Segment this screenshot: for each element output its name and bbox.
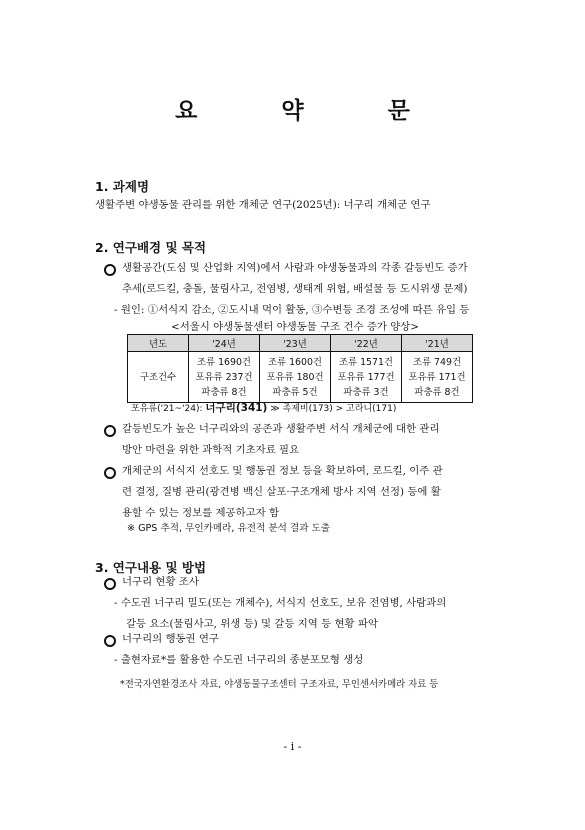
bullet-3-line-2: 련 결정, 질병 관리(광견병 백신 살포·구조개체 방사 지역 선정) 등에 활 — [122, 486, 441, 498]
table-row — [128, 352, 473, 403]
bullet-circle-icon — [104, 467, 116, 479]
section-3-heading: 3. 연구내용 및 방법 — [95, 560, 207, 575]
cell-line: 포유류 171건 — [408, 371, 466, 383]
cell-line: 조류 749건 — [412, 356, 462, 368]
table-header-cell: '21년 — [402, 335, 473, 352]
bullet-circle-icon — [104, 578, 116, 590]
note-prefix: 포유류('21~'24): — [131, 404, 206, 414]
section-2-bullet-2 — [104, 419, 504, 461]
section-3-bullet-2 — [104, 629, 504, 650]
sub-line-2: 갈등 요소(물림사고, 위생 등) 및 갈등 지역 등 현황 파악 — [126, 618, 378, 630]
table-cell — [331, 352, 402, 403]
table-cell — [260, 352, 331, 403]
section-2-heading: 2. 연구배경 및 목적 — [95, 240, 207, 255]
remark: ※ GPS 추적, 무인카메라, 유전적 분석 결과 도출 — [127, 523, 331, 534]
table-header-cell: '23년 — [260, 335, 331, 352]
table-cell — [402, 352, 473, 403]
note-raccoon-dog: 너구리(341) — [205, 402, 268, 414]
cell-line: 포유류 237건 — [195, 371, 253, 383]
section-2-bullet-1 — [104, 258, 504, 300]
bullet-circle-icon — [104, 264, 116, 276]
bullet-3-line-3: 용할 수 있는 정보를 제공하고자 함 — [122, 507, 280, 519]
section-2-bullet-3 — [104, 461, 504, 524]
sub-line-1: - 수도권 너구리 밀도(또는 개체수), 서식지 선호도, 보유 전염병, 사람과의 — [114, 597, 447, 609]
section-3-bullet-2-note: *전국자연환경조사 자료, 야생동물구조센터 구조자료, 무인센서카메라 자료 등 — [120, 679, 439, 690]
cell-line: 파충류 3건 — [343, 386, 389, 398]
bullet-2-line-1: 갈등빈도가 높은 너구리와의 공존과 생활주변 서식 개체군에 대한 관리 — [122, 423, 440, 435]
bullet-1-line-2: 추세(로드킬, 충돌, 물림사고, 전염병, 생태계 위협, 배설물 등 도시위생 문제) — [122, 283, 468, 295]
rescue-count-table — [127, 334, 473, 403]
bullet-1-text: 너구리 현황 조사 — [122, 576, 199, 588]
table-cell — [189, 352, 260, 403]
cell-line: 조류 1571건 — [338, 356, 393, 368]
bullet-circle-icon — [104, 425, 116, 437]
table-note — [131, 400, 396, 415]
cell-line: 포유류 180건 — [266, 371, 324, 383]
cell-line: 조류 1600건 — [267, 356, 322, 368]
cell-line: 파충류 5건 — [272, 386, 318, 398]
bullet-3-line-1: 개체군의 서식지 선호도 및 행동권 정보 등을 확보하여, 로드킬, 이주 관 — [122, 465, 443, 477]
table-header-cell: 년도 — [128, 335, 189, 352]
cell-line: 파충류 8건 — [201, 386, 247, 398]
cell-line: 조류 1690건 — [196, 356, 251, 368]
bullet-2-text: 너구리의 행동권 연구 — [122, 633, 219, 645]
page-title: 요 약 문 — [175, 98, 448, 124]
bullet-circle-icon — [104, 635, 116, 647]
section-1-text: 생활주변 야생동물 관리를 위한 개체군 연구(2025년): 너구리 개체군 연구 — [95, 199, 431, 211]
cause-line: - 원인: ①서식지 감소, ②도시내 먹이 활동, ③수변등 조경 조성에 따른 유입 등 — [114, 304, 470, 316]
section-3-bullet-1 — [104, 572, 504, 593]
cell-line: 파충류 8건 — [414, 386, 460, 398]
table-caption: <서울시 야생동물센터 야생동물 구조 건수 증가 양상> — [170, 321, 419, 333]
page-number: - i - — [283, 740, 302, 753]
section-1-heading: 1. 과제명 — [95, 179, 150, 194]
cell-line: 포유류 177건 — [337, 371, 395, 383]
bullet-1-line-1: 생활공간(도심 및 산업화 지역)에서 사람과 야생동물과의 각종 갈등빈도 증가 — [122, 262, 468, 274]
table-header-cell: '22년 — [331, 335, 402, 352]
table-header-cell: '24년 — [189, 335, 260, 352]
section-3-bullet-2-sub: - 출현자료*를 활용한 수도권 너구리의 종분포모형 생성 — [114, 654, 364, 666]
note-rest: ≫ 족제비(173) > 고라니(171) — [267, 404, 397, 414]
bullet-2-line-2: 방안 마련을 위한 과학적 기초자료 필요 — [122, 444, 300, 456]
table-row-label: 구조건수 — [128, 352, 189, 403]
table-header-row — [128, 335, 473, 352]
